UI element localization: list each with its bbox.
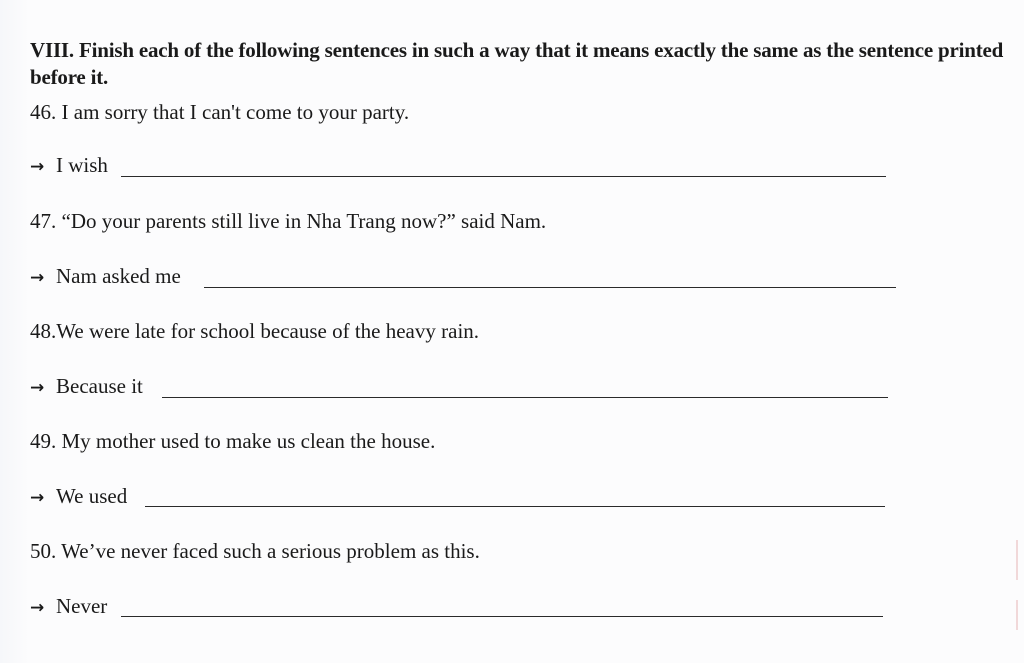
answer-line-48[interactable] — [162, 397, 888, 398]
question-49: 49. My mother used to make us clean the house. — [30, 429, 436, 453]
answer-prompt: Never — [56, 594, 108, 618]
answer-line-46[interactable] — [121, 176, 886, 177]
answer-prompt: I wish — [56, 153, 108, 177]
answer-49 — [30, 483, 127, 511]
margin-mark — [1016, 540, 1018, 580]
question-46: 46. I am sorry that I can't come to your party. — [30, 100, 410, 124]
arrow-icon: → — [30, 598, 45, 618]
answer-47 — [30, 263, 181, 291]
answer-46 — [30, 152, 108, 180]
answer-50 — [30, 593, 107, 621]
question-47: 47. “Do your parents still live in Nha Trang now?” said Nam. — [30, 209, 547, 233]
section-heading: VIII. Finish each of the following sentences in such a way that it means exactly the same as the sentence printed before it. — [30, 38, 1004, 89]
arrow-icon: → — [30, 488, 45, 508]
answer-prompt: Because it — [56, 374, 143, 398]
margin-mark — [1016, 600, 1018, 630]
arrow-icon: → — [30, 268, 45, 288]
arrow-icon: → — [30, 157, 45, 177]
question-48: 48.We were late for school because of the heavy rain. — [30, 319, 480, 343]
answer-line-50[interactable] — [121, 616, 883, 617]
answer-line-47[interactable] — [204, 287, 896, 288]
arrow-icon: → — [30, 378, 45, 398]
answer-line-49[interactable] — [145, 506, 885, 507]
question-50: 50. We’ve never faced such a serious problem as this. — [30, 539, 480, 563]
answer-prompt: Nam asked me — [56, 264, 181, 288]
answer-48 — [30, 373, 143, 401]
answer-prompt: We used — [56, 484, 128, 508]
